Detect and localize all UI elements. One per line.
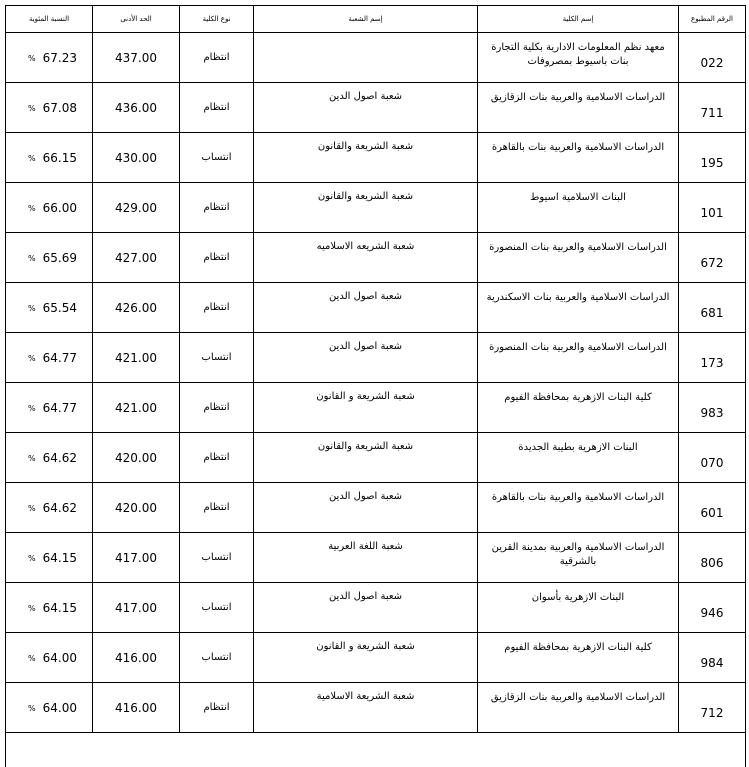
percent-symbol: % [28,603,36,613]
cell-percentage [6,33,93,83]
cell-code: 601 [679,483,746,533]
table-row [6,533,746,583]
percentage-value: 64.77 [42,350,77,365]
percent-symbol: % [28,103,36,113]
percentage-value: 64.00 [42,650,77,665]
cell-branch: شعبة اصول الدين [254,483,478,533]
percent-symbol: % [28,303,36,313]
cell-percentage [6,83,93,133]
percent-symbol: % [28,553,36,563]
cell-code: 711 [679,83,746,133]
percent-symbol: % [28,353,36,363]
cell-college-type: انتساب [180,533,254,583]
table-row [6,633,746,683]
percent-symbol: % [28,53,36,63]
table-row [6,483,746,533]
cell-code: 070 [679,433,746,483]
table-row [6,683,746,733]
percent-symbol: % [28,503,36,513]
cell-branch: شعبة اصول الدين [254,283,478,333]
percent-symbol: % [28,703,36,713]
cell-code: 672 [679,233,746,283]
cell-min-score: 426.00 [93,283,180,333]
percentage-value: 65.54 [42,300,77,315]
cell-college-type: انتساب [180,583,254,633]
cell-percentage [6,183,93,233]
admissions-table [5,5,746,733]
cell-min-score: 416.00 [93,683,180,733]
header-percentage: النسبة المئوية [6,6,93,33]
cell-code: 984 [679,633,746,683]
cell-code: 101 [679,183,746,233]
cell-college-type: انتظام [180,183,254,233]
cell-min-score: 429.00 [93,183,180,233]
cell-college: الدراسات الاسلامية والعربية بنات الزقازيق [478,83,679,133]
cell-branch: شعبة الشريعة والقانون [254,183,478,233]
cell-min-score: 420.00 [93,433,180,483]
cell-code: 712 [679,683,746,733]
cell-college: كلية البنات الازهرية بمحافظة الفيوم [478,633,679,683]
cell-min-score: 436.00 [93,83,180,133]
percentage-value: 67.23 [42,50,77,65]
header-college: إسم الكلية [478,6,679,33]
cell-college: الدراسات الاسلامية والعربية بنات الاسكندرية [478,283,679,333]
table-row [6,383,746,433]
cell-branch: شعبة الشريعة و القانون [254,633,478,683]
cell-code: 681 [679,283,746,333]
percentage-value: 64.15 [42,550,77,565]
header-min-score: الحد الأدنى [93,6,180,33]
cell-percentage [6,533,93,583]
cell-branch [254,33,478,83]
cell-min-score: 417.00 [93,533,180,583]
cell-college: البنات الازهرية بأسوان [478,583,679,633]
header-branch: إسم الشعبة [254,6,478,33]
cell-college: الدراسات الاسلامية والعربية بمدينة القرين بالشرقية [478,533,679,583]
cell-min-score: 427.00 [93,233,180,283]
cell-college-type: انتظام [180,233,254,283]
cell-min-score: 421.00 [93,383,180,433]
table-row [6,583,746,633]
table-row [6,33,746,83]
percentage-value: 64.62 [42,500,77,515]
table-body [6,33,746,733]
percentage-value: 64.77 [42,400,77,415]
cell-code: 806 [679,533,746,583]
cell-code: 022 [679,33,746,83]
cell-college-type: انتظام [180,283,254,333]
cell-code: 173 [679,333,746,383]
cell-branch: شعبة الشريعه الاسلاميه [254,233,478,283]
table-row [6,233,746,283]
cell-college: البنات الاسلامية اسيوط [478,183,679,233]
cell-branch: شعبة الشريعة و القانون [254,383,478,433]
cell-code: 983 [679,383,746,433]
cell-branch: شعبة اصول الدين [254,583,478,633]
cell-college: معهد نظم المعلومات الادارية بكلية التجارة بنات باسيوط بمصروفات [478,33,679,83]
cell-code: 946 [679,583,746,633]
percent-symbol: % [28,653,36,663]
cell-branch: شعبة اصول الدين [254,333,478,383]
cell-college-type: انتساب [180,633,254,683]
header-code: الرقم المطبوع [679,6,746,33]
table-row [6,183,746,233]
cell-college: الدراسات الاسلامية والعربية بنات المنصورة [478,233,679,283]
cell-min-score: 417.00 [93,583,180,633]
cell-min-score: 416.00 [93,633,180,683]
cell-percentage [6,633,93,683]
cell-percentage [6,683,93,733]
cell-min-score: 420.00 [93,483,180,533]
cell-college-type: انتظام [180,683,254,733]
table-header-row [6,6,746,33]
header-college-type: نوع الكلية [180,6,254,33]
percentage-value: 66.15 [42,150,77,165]
cell-percentage [6,383,93,433]
percent-symbol: % [28,253,36,263]
cell-code: 195 [679,133,746,183]
cell-percentage [6,583,93,633]
percentage-value: 66.00 [42,200,77,215]
percent-symbol: % [28,403,36,413]
percent-symbol: % [28,453,36,463]
cell-branch: شعبة الشريعة الاسلامية [254,683,478,733]
percentage-value: 64.00 [42,700,77,715]
percent-symbol: % [28,153,36,163]
cell-college: البنات الازهرية بطيبة الجديدة [478,433,679,483]
cell-percentage [6,233,93,283]
cell-college: الدراسات الاسلامية والعربية بنات المنصورة [478,333,679,383]
cell-percentage [6,483,93,533]
percent-symbol: % [28,203,36,213]
table-row [6,133,746,183]
cell-min-score: 437.00 [93,33,180,83]
cell-college-type: انتساب [180,133,254,183]
cell-percentage [6,433,93,483]
table-row [6,333,746,383]
percentage-value: 65.69 [42,250,77,265]
cell-college-type: انتساب [180,333,254,383]
cell-branch: شعبة اصول الدين [254,83,478,133]
cell-college-type: انتظام [180,383,254,433]
table-row [6,83,746,133]
cell-min-score: 430.00 [93,133,180,183]
cell-college-type: انتظام [180,483,254,533]
percentage-value: 64.62 [42,450,77,465]
percentage-value: 67.08 [42,100,77,115]
cell-percentage [6,283,93,333]
cell-college: الدراسات الاسلامية والعربية بنات الزقازيق [478,683,679,733]
cell-college-type: انتظام [180,83,254,133]
percentage-value: 64.15 [42,600,77,615]
cell-college: الدراسات الاسلامية والعربية بنات بالقاهرة [478,483,679,533]
table-row [6,283,746,333]
table-row [6,433,746,483]
cell-percentage [6,333,93,383]
cell-college: كلية البنات الازهرية بمحافظة الفيوم [478,383,679,433]
cell-min-score: 421.00 [93,333,180,383]
cell-branch: شعبة الشريعة والقانون [254,433,478,483]
cell-college-type: انتظام [180,33,254,83]
cell-college: الدراسات الاسلامية والعربية بنات بالقاهرة [478,133,679,183]
cell-percentage [6,133,93,183]
cell-college-type: انتظام [180,433,254,483]
cell-branch: شعبة اللغة العربية [254,533,478,583]
cell-branch: شعبة الشريعة والقانون [254,133,478,183]
